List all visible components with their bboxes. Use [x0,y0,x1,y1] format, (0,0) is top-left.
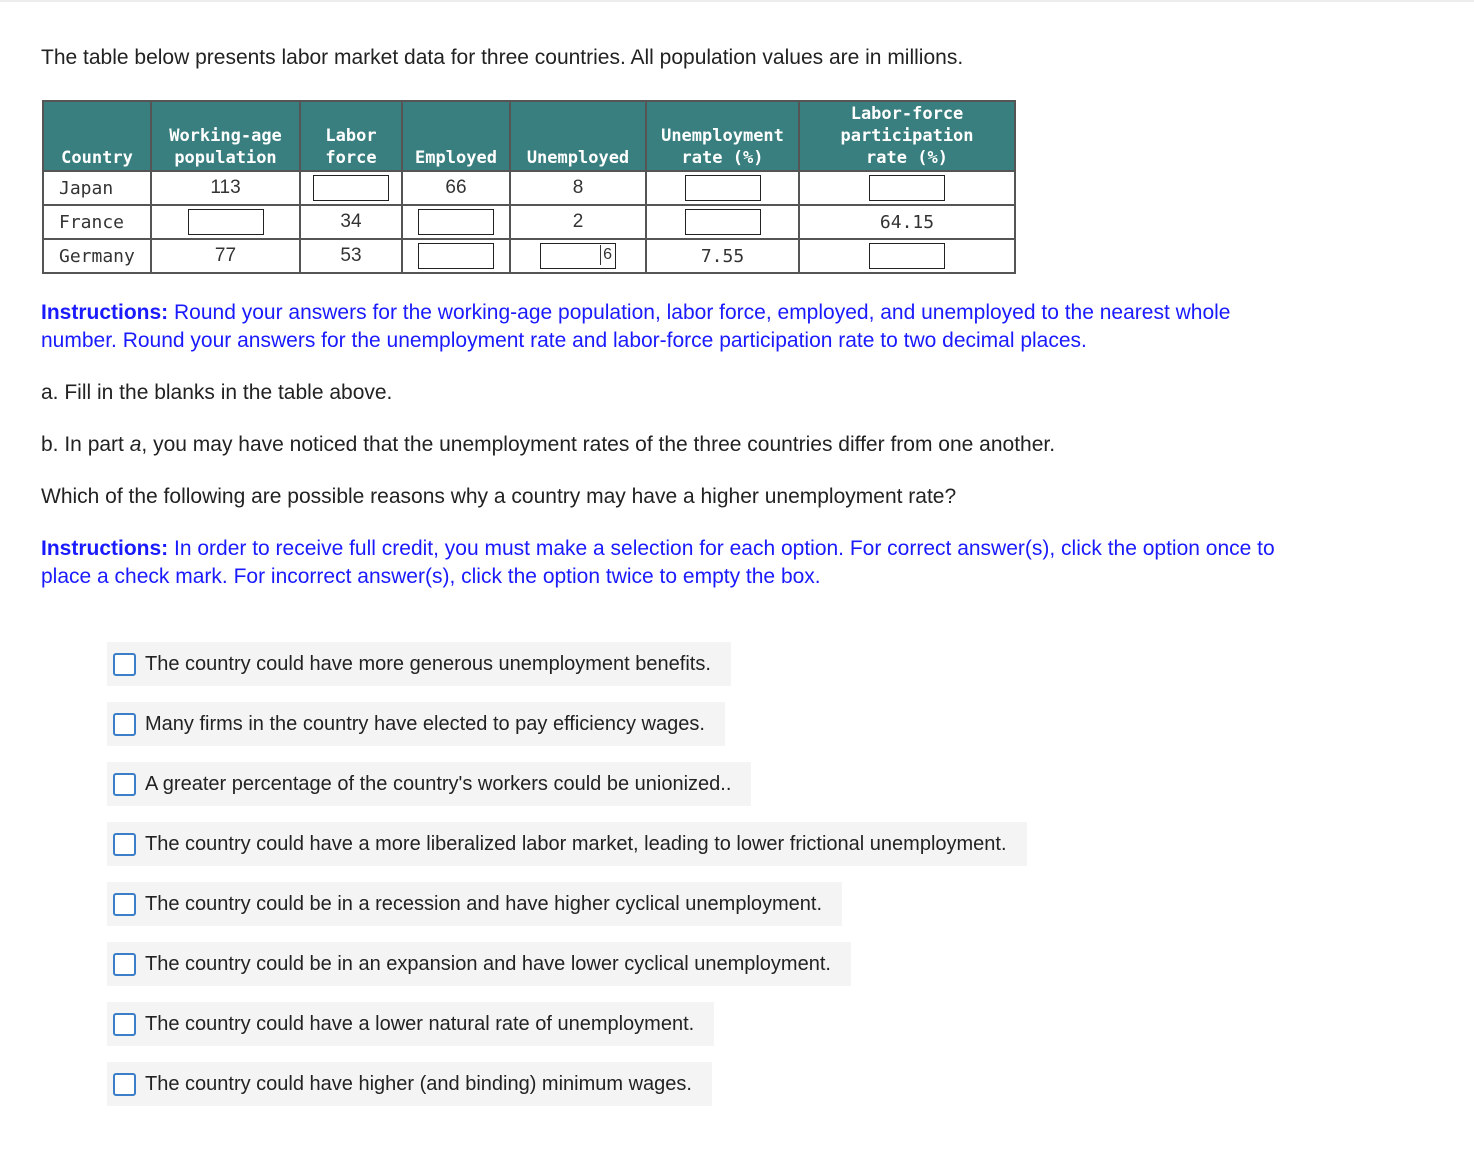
checkbox-icon[interactable] [113,713,136,736]
cell-unemployment-rate [646,205,799,239]
instructions-line-2: place a check mark. For incorrect answer(s), click the option twice to empty the box. [41,565,821,588]
lfpr-input[interactable] [869,243,945,269]
cell-employed [402,205,510,239]
instructions-line-1: Round your answers for the working-age population, labor force, employed, and unemployed to the nearest whole [168,301,1231,324]
cell-employed: 66 [402,171,510,205]
labor-force-input[interactable] [313,175,389,201]
cell-labor-force: 34 [300,205,402,239]
header-labor-force: Labor force [300,101,402,171]
header-unemployed: Unemployed [510,101,646,171]
table-row-japan [43,171,1015,205]
lfpr-input[interactable] [869,175,945,201]
instructions-line-1: In order to receive full credit, you must make a selection for each option. For correct answer(s), click the option once to [168,537,1275,560]
checkbox-icon[interactable] [113,1013,136,1036]
cell-lfpr [799,239,1015,273]
option-recession[interactable] [107,882,842,926]
option-label: The country could have a lower natural rate of unemployment. [145,1012,695,1035]
cell-lfpr [799,171,1015,205]
part-a-text: a. Fill in the blanks in the table above. [41,381,393,404]
checkbox-icon[interactable] [113,773,136,796]
header-country: Country [43,101,151,171]
header-employed: Employed [402,101,510,171]
option-minimum-wages[interactable] [107,1062,712,1106]
instructions-selection [41,535,1275,591]
header-unemployment-rate: Unemployment rate (%) [646,101,799,171]
working-age-input[interactable] [188,209,264,235]
unemployment-rate-input[interactable] [685,175,761,201]
cell-country: Japan [43,171,151,205]
option-label: Many firms in the country have elected to pay efficiency wages. [145,712,705,735]
option-generous-benefits[interactable] [107,642,731,686]
cell-unemployed: 8 [510,171,646,205]
option-label: The country could be in a recession and have higher cyclical unemployment. [145,892,823,915]
checkbox-icon[interactable] [113,653,136,676]
instructions-rounding [41,299,1230,355]
cell-working-age: 77 [151,239,300,273]
header-labor-force-participation-rate: Labor-force participation rate (%) [799,101,1015,171]
checkbox-icon[interactable] [113,893,136,916]
table-row-france [43,205,1015,239]
instructions-label: Instructions: [41,537,169,560]
part-b-text: b. In part a, you may have noticed that the unemployment rates of the three countries differ from one another. [41,433,1056,456]
cell-country: Germany [43,239,151,273]
table-header-row [43,101,1015,171]
option-label: A greater percentage of the country's workers could be unionized.. [145,772,732,795]
option-label: The country could be in an expansion and have lower cyclical unemployment. [145,952,831,975]
unemployment-rate-input[interactable] [685,209,761,235]
cell-working-age [151,205,300,239]
cell-labor-force [300,171,402,205]
option-unionized[interactable] [107,762,751,806]
option-label: The country could have a more liberalized labor market, leading to lower frictional unemployment. [145,832,1007,855]
header-working-age-population: Working-age population [151,101,300,171]
cell-lfpr: 64.15 [799,205,1015,239]
unemployed-input-value: 6 [600,245,612,265]
employed-input[interactable] [418,243,494,269]
checkbox-icon[interactable] [113,953,136,976]
option-liberalized-market[interactable] [107,822,1027,866]
option-lower-natural-rate[interactable] [107,1002,714,1046]
labor-market-table [42,100,1016,274]
question-text: Which of the following are possible reasons why a country may have a higher unemployment rate? [41,485,957,508]
instructions-label: Instructions: [41,301,169,324]
instructions-line-2: number. Round your answers for the unemployment rate and labor-force participation rate to two decimal places. [41,329,1087,352]
option-efficiency-wages[interactable] [107,702,725,746]
cell-unemployed [510,239,646,273]
option-label: The country could have higher (and binding) minimum wages. [145,1072,692,1095]
table-row-germany [43,239,1015,273]
top-divider [0,0,1474,2]
intro-text: The table below presents labor market data for three countries. All population values are in millions. [41,46,964,69]
checkbox-icon[interactable] [113,1073,136,1096]
cell-country: France [43,205,151,239]
cell-unemployment-rate: 7.55 [646,239,799,273]
checkbox-icon[interactable] [113,833,136,856]
option-expansion[interactable] [107,942,851,986]
cell-employed [402,239,510,273]
cell-unemployment-rate [646,171,799,205]
unemployed-input[interactable] [540,243,616,269]
cell-working-age: 113 [151,171,300,205]
employed-input[interactable] [418,209,494,235]
option-label: The country could have more generous unemployment benefits. [145,652,711,675]
cell-unemployed: 2 [510,205,646,239]
cell-labor-force: 53 [300,239,402,273]
